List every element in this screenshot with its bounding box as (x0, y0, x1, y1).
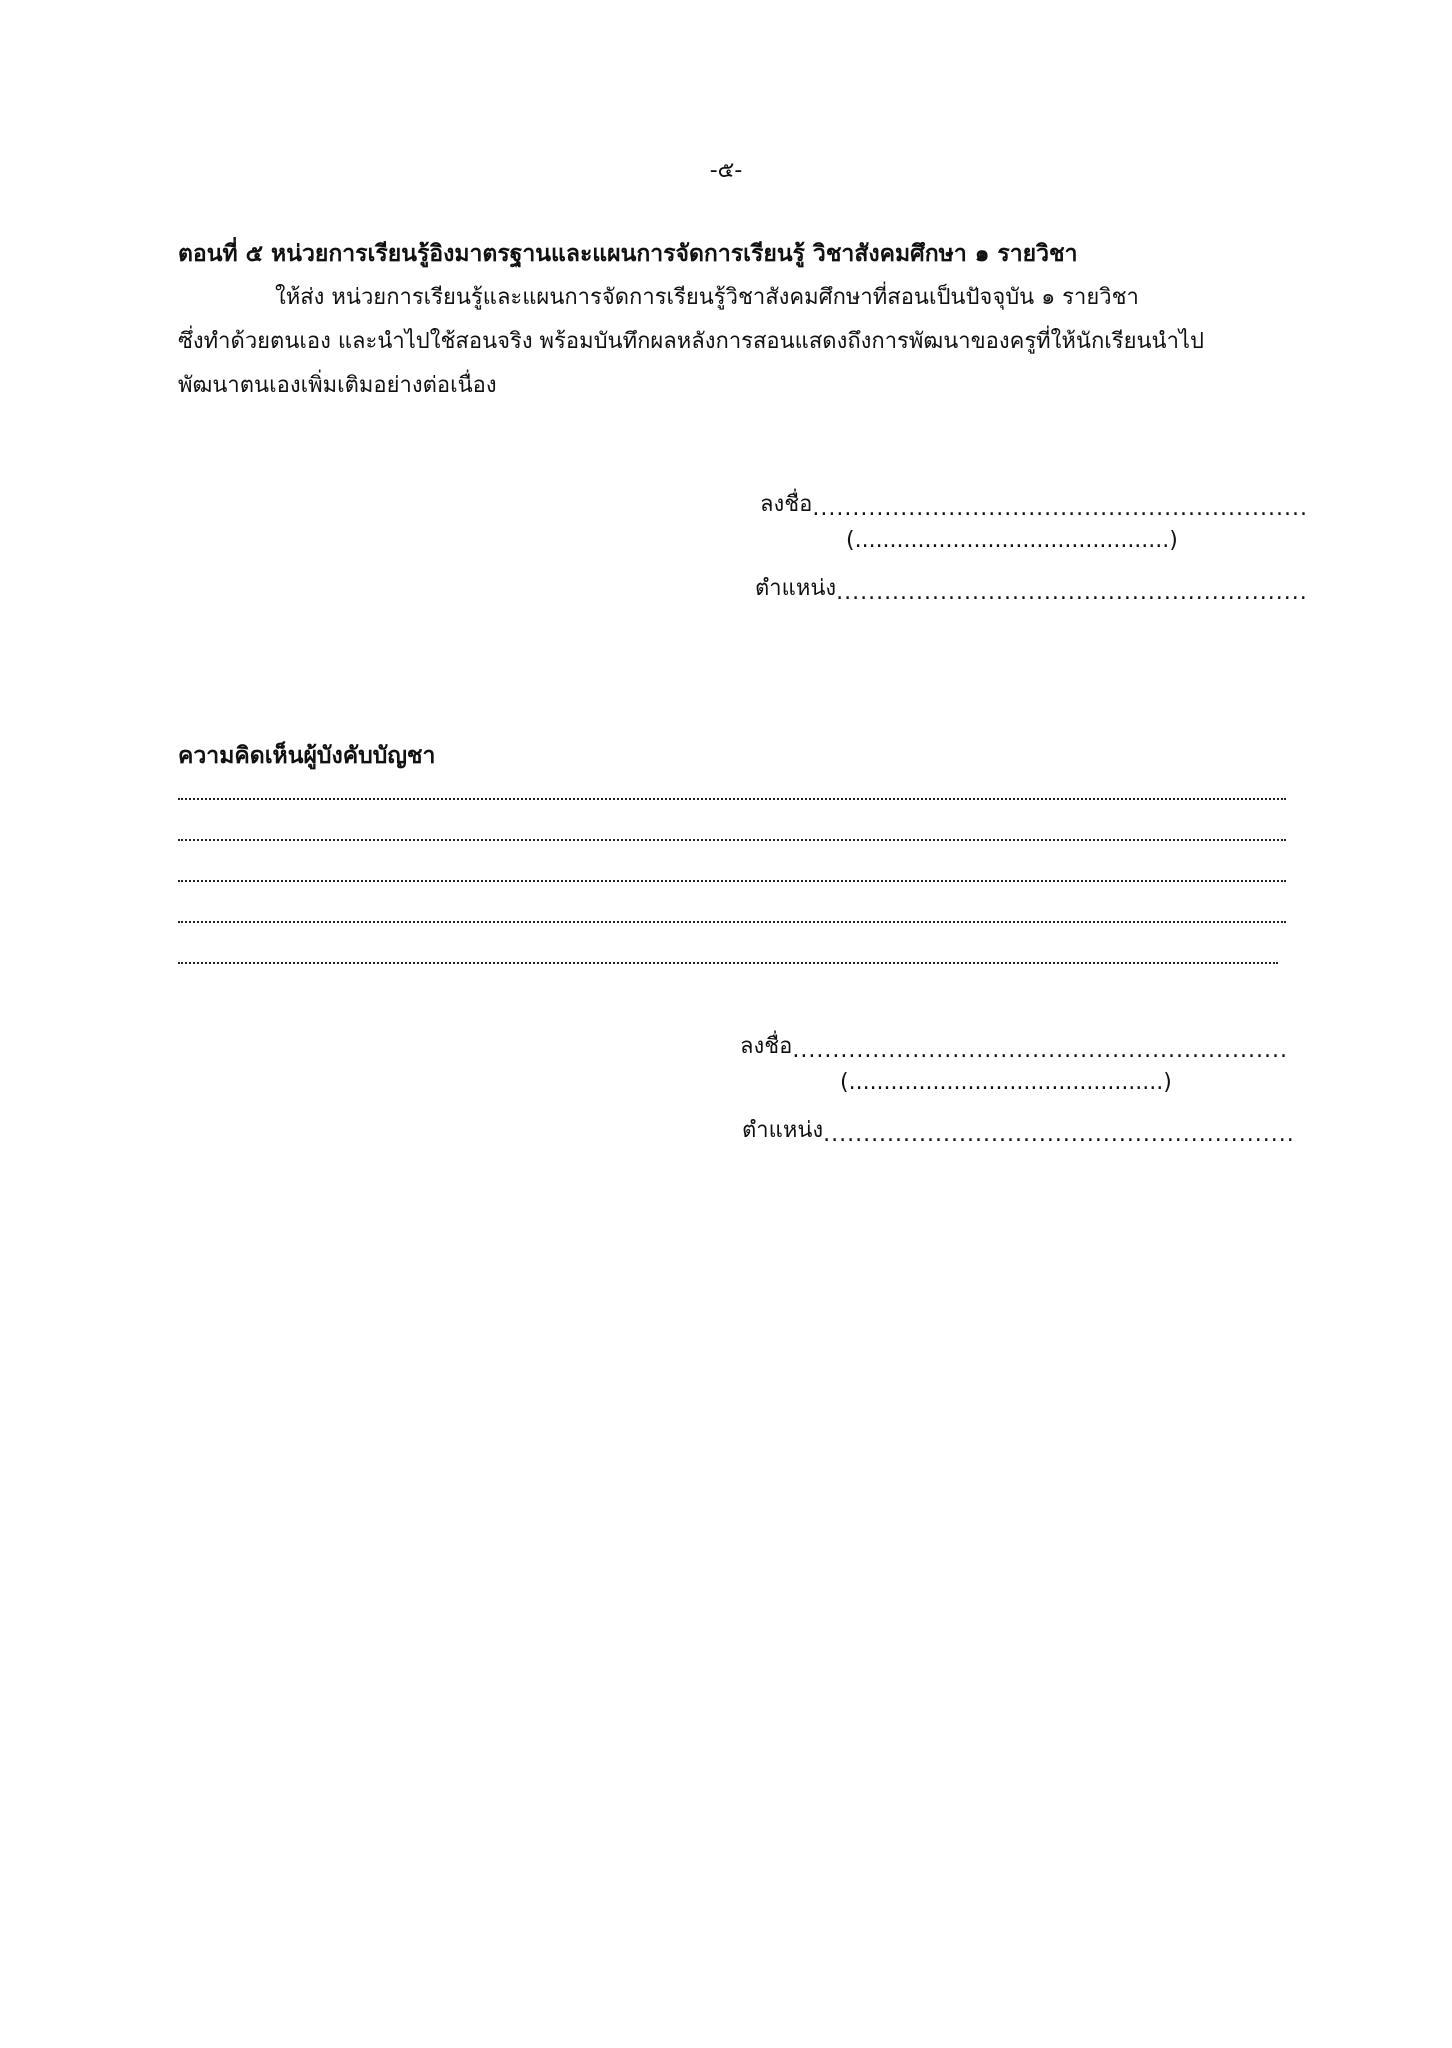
teacher-position-field[interactable]: ........................................................... (836, 580, 1308, 605)
supervisor-comment-heading: ความคิดเห็นผู้บังคับบัญชา (178, 743, 436, 769)
comment-line[interactable] (178, 958, 1278, 964)
supervisor-sign-row (740, 1028, 1288, 1063)
supervisor-position-field[interactable]: ........................................................... (823, 1122, 1295, 1147)
supervisor-position-row (742, 1112, 1295, 1147)
instruction-line-1: ให้ส่ง หน่วยการเรียนรู้และแผนการจัดการเรียนรู้วิชาสังคมศึกษาที่สอนเป็นปัจจุบัน ๑ รายวิชา (275, 285, 1139, 310)
teacher-position-label: ตำแหน่ง (755, 576, 837, 601)
teacher-sign-row (760, 486, 1308, 521)
teacher-sign-field[interactable]: .............................................................. (812, 496, 1308, 521)
instruction-line-2: ซึ่งทำด้วยตนเอง และนำไปใช้สอนจริง พร้อมบันทึกผลหลังการสอนแสดงถึงการพัฒนาของครูที่ให้นักเรียนนำไป (178, 329, 1204, 354)
instruction-line-3: พัฒนาตนเองเพิ่มเติมอย่างต่อเนื่อง (178, 373, 497, 398)
teacher-sign-label: ลงชื่อ (760, 492, 813, 517)
teacher-position-row (755, 570, 1308, 605)
comment-line[interactable] (178, 917, 1286, 923)
supervisor-sign-label: ลงชื่อ (740, 1034, 793, 1059)
supervisor-position-label: ตำแหน่ง (742, 1118, 824, 1143)
comment-line[interactable] (178, 876, 1286, 882)
section-title: ตอนที่ ๕ หน่วยการเรียนรู้อิงมาตรฐานและแผนการจัดการเรียนรู้ วิชาสังคมศึกษา ๑ รายวิชา (178, 241, 1078, 267)
comment-line[interactable] (178, 835, 1286, 841)
supervisor-name-paren[interactable]: (.............................................) (840, 1070, 1172, 1095)
comment-line[interactable] (178, 794, 1286, 800)
page-number: -๕- (709, 158, 743, 183)
instruction-paragraph (178, 276, 1288, 408)
supervisor-sign-field[interactable]: .............................................................. (792, 1038, 1288, 1063)
teacher-name-paren[interactable]: (.............................................) (846, 528, 1178, 553)
